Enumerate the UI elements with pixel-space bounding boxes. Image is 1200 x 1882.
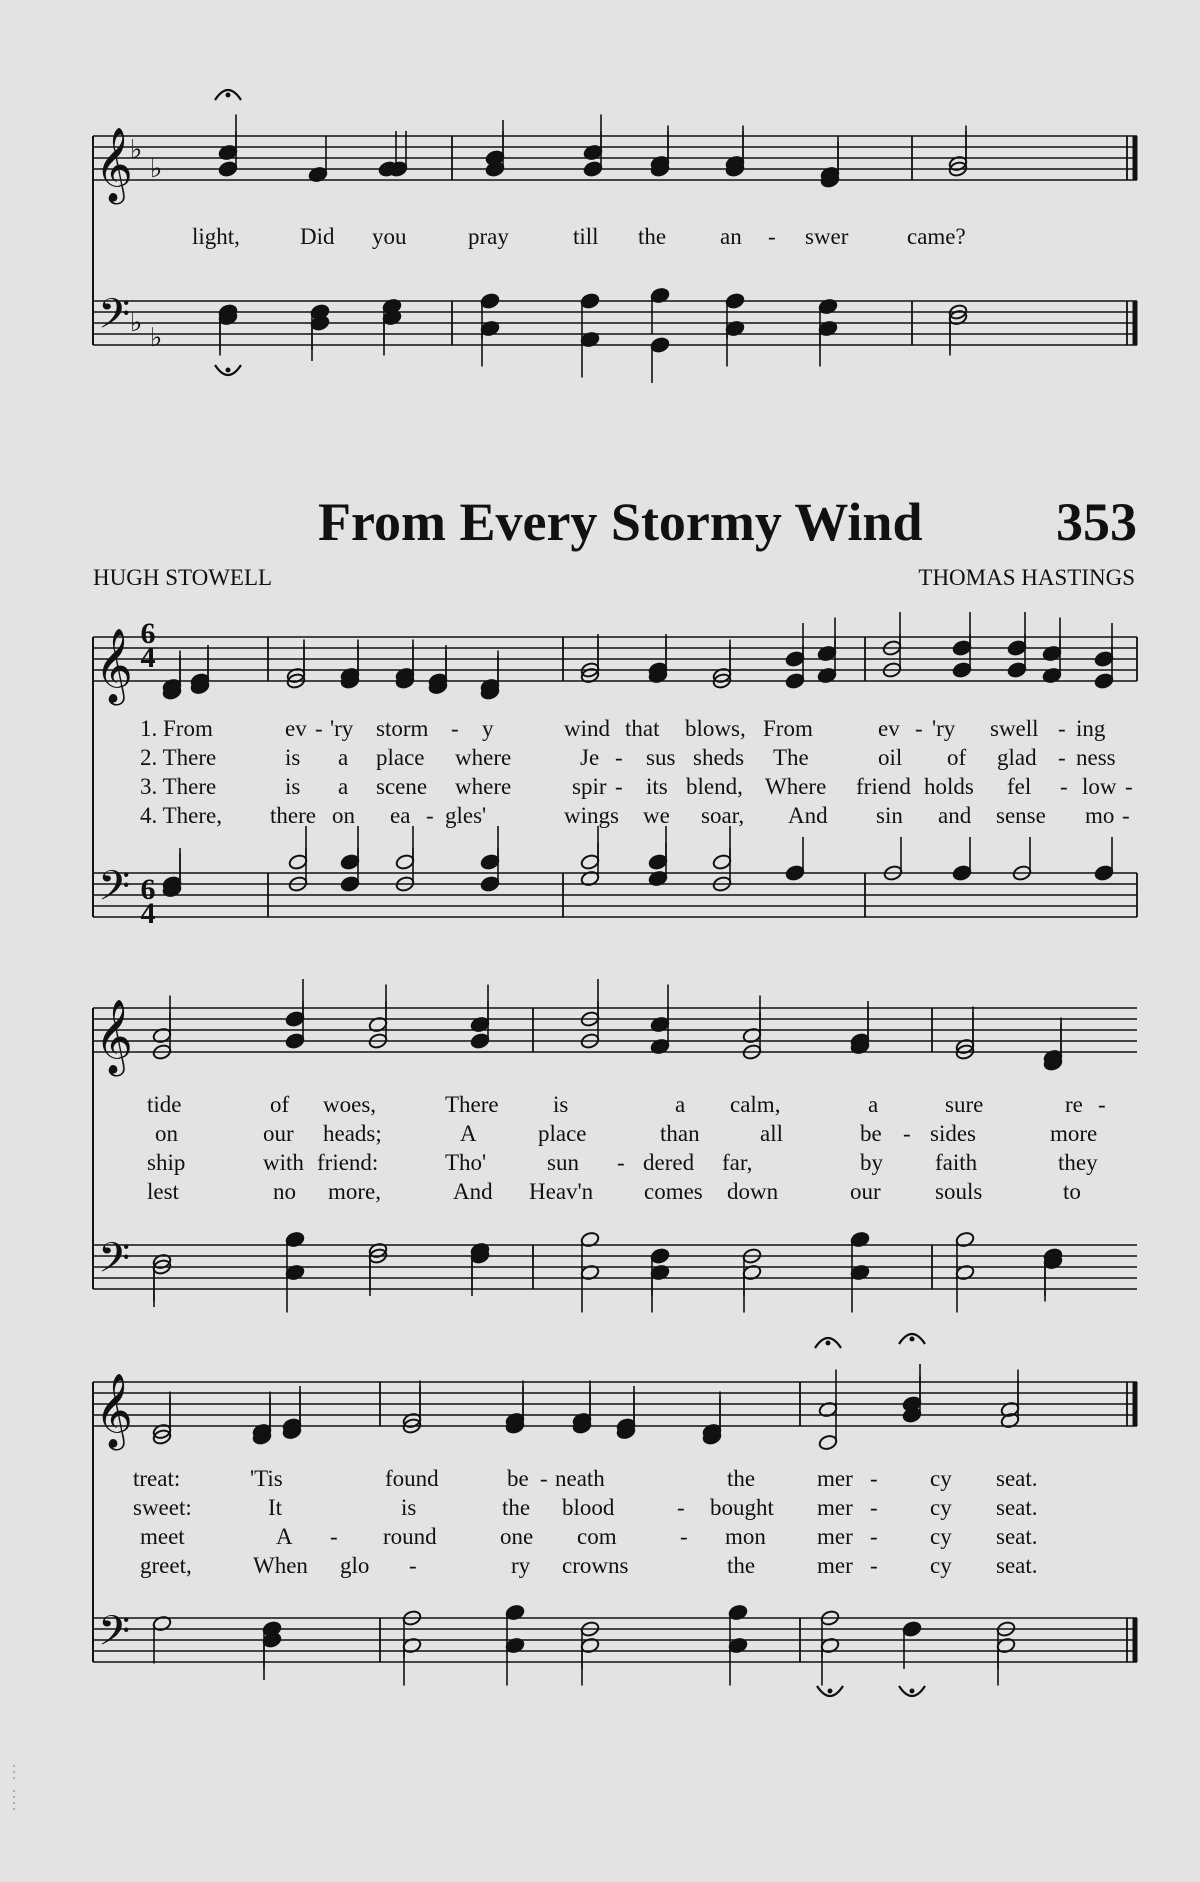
lyric-word: the [502, 1495, 531, 1520]
lyric-word: than [660, 1121, 700, 1146]
lyric-word: to [1063, 1179, 1081, 1204]
lyric-word: round [383, 1524, 437, 1549]
lyric-word: more, [328, 1179, 382, 1204]
lyric-word: low [1082, 774, 1117, 799]
lyric-word: - [903, 1121, 911, 1146]
lyric-word: the [727, 1553, 756, 1578]
bass-clef-icon: 𝄢 [98, 862, 131, 920]
lyric-word: sweet: [133, 1495, 192, 1520]
music-credit: THOMAS HASTINGS [918, 565, 1135, 590]
lyric-word: Tho' [445, 1150, 487, 1175]
lyric-word: a [868, 1092, 879, 1117]
quarter-note [650, 336, 670, 353]
quarter-note [952, 864, 972, 881]
lyric-word: there [270, 803, 316, 828]
lyric-word: - [1060, 774, 1068, 799]
lyric-word: light, [192, 224, 240, 249]
lyric-word: a [675, 1092, 686, 1117]
lyric-word: on [332, 803, 355, 828]
lyric-word: friend [856, 774, 911, 799]
lyric-word: wings [564, 803, 619, 828]
lyric-word: - [768, 224, 776, 249]
lyric-word: treat: [133, 1466, 181, 1491]
lyric-word: The [773, 745, 809, 770]
lyric-word: blows, [685, 716, 746, 741]
treble-clef-icon: 𝄞 [95, 1000, 133, 1074]
lyric-word: place [376, 745, 425, 770]
lyric-word: ing [1076, 716, 1106, 741]
quarter-note [285, 1010, 305, 1027]
lyric-word: calm, [730, 1092, 781, 1117]
lyric-word: blood [562, 1495, 615, 1520]
svg-text:6: 6 [140, 873, 156, 906]
lyric-word: seat. [996, 1553, 1038, 1578]
flat-icon: ♭ [130, 135, 143, 165]
half-note [818, 1434, 838, 1451]
lyric-word: mer [817, 1466, 853, 1491]
lyric-word: ness [1076, 745, 1116, 770]
lyric-word: on [155, 1121, 178, 1146]
quarter-note [952, 661, 972, 678]
lyric-word: re [1065, 1092, 1083, 1117]
lyric-word: bought [710, 1495, 774, 1520]
lyric-word: mer [817, 1524, 853, 1549]
lyric-word: blend, [686, 774, 743, 799]
lyric-word: faith [935, 1150, 978, 1175]
lyric-word: meet [140, 1524, 185, 1549]
lyric-word: mer [817, 1495, 853, 1520]
quarter-note [1007, 639, 1027, 656]
lyric-word: of [270, 1092, 290, 1117]
lyric-word: of [947, 745, 967, 770]
lyric-word: - [870, 1553, 878, 1578]
svg-text:4: 4 [140, 641, 156, 674]
lyric-word: - [330, 1524, 338, 1549]
lyric-word: sin [876, 803, 903, 828]
quarter-note [583, 160, 603, 177]
fermata-dot [910, 1689, 915, 1694]
lyric-word: tide [147, 1092, 182, 1117]
lyric-word: Heav'n [529, 1179, 594, 1204]
quarter-note [1094, 650, 1114, 667]
lyric-word: a [338, 774, 349, 799]
lyric-word: There [445, 1092, 499, 1117]
lyric-word: It [268, 1495, 283, 1520]
bass-clef-icon: 𝄢 [98, 1607, 131, 1665]
quarter-note [952, 639, 972, 656]
lyric-word: comes [644, 1179, 703, 1204]
lyric-word: is [285, 745, 301, 770]
half-note [712, 853, 732, 870]
hymn-number: 353 [1056, 492, 1137, 552]
lyric-word: mo [1085, 803, 1115, 828]
lyric-word: oil [878, 745, 903, 770]
flat-icon: ♭ [150, 154, 163, 184]
lyric-word: sus [646, 745, 676, 770]
lyric-word: is [553, 1092, 569, 1117]
lyric-word: that [625, 716, 660, 741]
hymn-title: From Every Stormy Wind [318, 492, 923, 552]
lyric-word: 1. From [140, 716, 213, 741]
lyric-word: a [338, 745, 349, 770]
lyric-word: you [372, 224, 407, 249]
staff-lines [93, 128, 1137, 1665]
words-credit: HUGH STOWELL [93, 565, 273, 590]
fermata-dot [828, 1689, 833, 1694]
lyric-word: 'ry [932, 716, 956, 741]
quarter-note [785, 864, 805, 881]
system-3-lyrics [133, 1466, 1038, 1578]
lyric-word: - [615, 774, 623, 799]
lyric-word: crowns [562, 1553, 629, 1578]
lyric-word: - [615, 745, 623, 770]
lyric-word: holds [924, 774, 974, 799]
lyric-word: place [538, 1121, 587, 1146]
lyric-word: cy [930, 1553, 952, 1578]
lyric-word: friend: [317, 1150, 379, 1175]
bass-clef-icon: 𝄢 [98, 1234, 131, 1292]
lyric-word: - [1098, 1092, 1106, 1117]
treble-clef-icon: 𝄞 [95, 128, 133, 202]
quarter-note [648, 853, 668, 870]
lyric-word: - [870, 1524, 878, 1549]
system-1-lyrics [140, 716, 1133, 828]
svg-text:4: 4 [140, 897, 156, 930]
lyric-word: mon [725, 1524, 766, 1549]
lyric-word: lest [147, 1179, 179, 1204]
lyric-word: storm [376, 716, 429, 741]
lyric-word: all [760, 1121, 783, 1146]
lyric-word: wind [564, 716, 610, 741]
lyric-word: And [788, 803, 828, 828]
lyric-word: mer [817, 1553, 853, 1578]
lyric-word: ev [878, 716, 900, 741]
quarter-note [340, 875, 360, 892]
lyric-word: And [453, 1179, 493, 1204]
lyric-word: fel [1007, 774, 1032, 799]
lyric-word: Je [580, 745, 600, 770]
lyric-word: From [763, 716, 813, 741]
lyric-word: ea [390, 803, 411, 828]
quarter-note [218, 160, 238, 177]
lyric-word: cy [930, 1524, 952, 1549]
lyric-word: sure [945, 1092, 984, 1117]
lyric-word: our [850, 1179, 881, 1204]
svg-text:6: 6 [140, 617, 156, 650]
fermata-dot [226, 93, 231, 98]
quarter-note [480, 292, 500, 309]
lyric-word: ship [147, 1150, 186, 1175]
quarter-note [785, 650, 805, 667]
quarter-note [480, 853, 500, 870]
lyric-word: y [482, 716, 494, 741]
lyric-word: ry [511, 1553, 531, 1578]
quarter-note [285, 1032, 305, 1049]
lyric-word: the [727, 1466, 756, 1491]
lyric-word: 4. There, [140, 803, 222, 828]
lyric-word: ev [285, 716, 307, 741]
lyric-word: our [263, 1121, 294, 1146]
lyric-word: cy [930, 1495, 952, 1520]
lyric-word: - [426, 803, 434, 828]
lyric-word: pray [468, 224, 509, 249]
bass-clef-icon: 𝄢 [98, 290, 131, 348]
lyric-word: - [1125, 774, 1133, 799]
quarter-note [725, 292, 745, 309]
lyric-word: Where [765, 774, 827, 799]
lyric-word: 'Tis [250, 1466, 283, 1491]
lyric-word: 2. There [140, 745, 217, 770]
lyric-word: - [540, 1466, 548, 1491]
lyric-word: with [263, 1150, 304, 1175]
treble-clef-icon: 𝄞 [95, 629, 133, 703]
quarter-note [480, 875, 500, 892]
half-note [580, 853, 600, 870]
lyric-word: by [860, 1150, 883, 1175]
fermata-dot [826, 1341, 831, 1346]
lyric-word: and [938, 803, 972, 828]
lyric-word: - [1122, 803, 1130, 828]
lyric-word: where [455, 774, 512, 799]
half-note [395, 853, 415, 870]
lyric-word: neath [555, 1466, 605, 1491]
lyric-word: - [915, 716, 923, 741]
treble-clef-icon: 𝄞 [95, 1374, 133, 1448]
quarter-note [340, 853, 360, 870]
lyric-word: is [401, 1495, 417, 1520]
quarter-note [1094, 672, 1114, 689]
lyric-word: dered [643, 1150, 695, 1175]
lyric-word: we [643, 803, 670, 828]
time-signature-bass [141, 873, 156, 930]
lyric-word: seat. [996, 1524, 1038, 1549]
lyric-word: till [573, 224, 599, 249]
lyric-word: the [638, 224, 667, 249]
lyric-word: glad [997, 745, 1037, 770]
lyric-word: - [677, 1495, 685, 1520]
lyric-word: - [315, 716, 323, 741]
lyric-word: heads; [323, 1121, 382, 1146]
quarter-note [580, 292, 600, 309]
lyric-word: com [577, 1524, 617, 1549]
lyric-word: be [860, 1121, 882, 1146]
lyric-word: seat. [996, 1495, 1038, 1520]
flat-icon: ♭ [150, 323, 163, 353]
lyric-word: - [680, 1524, 688, 1549]
lyric-word: gles' [445, 803, 487, 828]
lyric-word: woes, [323, 1092, 377, 1117]
lyric-word: scene [376, 774, 428, 799]
lyric-word: A [460, 1121, 477, 1146]
lyric-word: Did [300, 224, 335, 249]
fermata-dot [226, 368, 231, 373]
lyric-word: they [1058, 1150, 1098, 1175]
lyric-word: A [276, 1524, 293, 1549]
quarter-note [785, 672, 805, 689]
lyric-word: soar, [701, 803, 745, 828]
system-2-lyrics [147, 1092, 1106, 1204]
time-signature-treble [141, 617, 156, 674]
quarter-note [470, 1032, 490, 1049]
lyric-word: - [1058, 716, 1066, 741]
lyric-word: When [253, 1553, 308, 1578]
lyric-word: 'ry [330, 716, 354, 741]
lyric-word: came? [907, 224, 966, 249]
quarter-note [902, 1620, 922, 1637]
lyric-word: - [1058, 745, 1066, 770]
lyric-word: - [870, 1495, 878, 1520]
lyric-word: 3. There [140, 774, 217, 799]
lyric-word: one [500, 1524, 534, 1549]
lyric-word: where [455, 745, 512, 770]
lyric-word: glo [340, 1553, 370, 1578]
lyric-word: more [1050, 1121, 1098, 1146]
notes [152, 90, 1114, 1696]
lyric-word: sense [996, 803, 1046, 828]
lyric-word: swer [805, 224, 849, 249]
fermata-dot [910, 1337, 915, 1342]
lyric-word: - [409, 1553, 417, 1578]
lyric-word: found [385, 1466, 439, 1491]
lyric-word: greet, [140, 1553, 192, 1578]
half-note [288, 853, 308, 870]
previous-hymn-lyrics [192, 224, 966, 249]
lyric-word: is [285, 774, 301, 799]
quarter-note [1094, 864, 1114, 881]
lyric-word: sun [547, 1150, 579, 1175]
quarter-note [650, 1247, 670, 1264]
lyric-word: far, [722, 1150, 753, 1175]
lyric-word: seat. [996, 1466, 1038, 1491]
lyric-word: - [870, 1466, 878, 1491]
lyric-word: sides [930, 1121, 976, 1146]
lyric-word: souls [935, 1179, 983, 1204]
lyric-word: spir [572, 774, 607, 799]
lyric-word: - [617, 1150, 625, 1175]
lyric-word: down [727, 1179, 779, 1204]
lyric-word: an [720, 224, 742, 249]
lyric-word: swell [990, 716, 1039, 741]
lyric-word: no [273, 1179, 296, 1204]
flat-icon: ♭ [130, 308, 143, 338]
lyric-word: be [507, 1466, 529, 1491]
lyric-word: cy [930, 1466, 952, 1491]
lyric-word: its [646, 774, 668, 799]
quarter-note [1007, 661, 1027, 678]
lyric-word: - [451, 716, 459, 741]
lyric-word: sheds [693, 745, 745, 770]
